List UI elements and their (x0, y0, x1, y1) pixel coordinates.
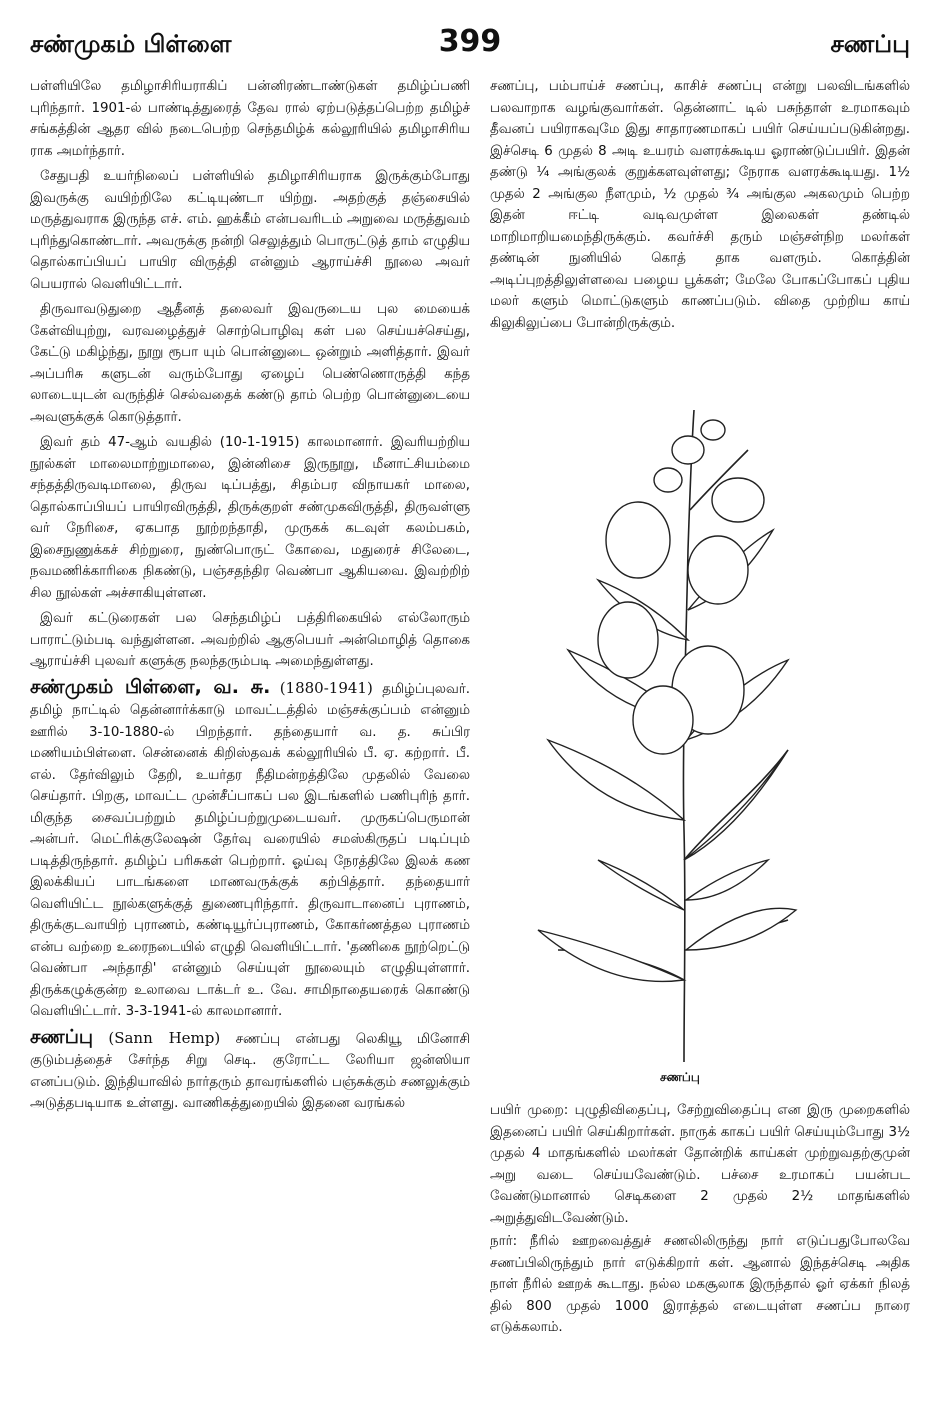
entry-body: தமிழ்ப்புலவர். தமிழ் நாட்டில் தென்னார்க்காடு மாவட்டத்தில் மஞ்சக்குப்பம் என்னும் ஊரில் 3-10-1880-ல் பிறந்தார். தந்தையார் வ. த. சுப்பிர மணியம்பிள்ளை. சென்னைக் கிறிஸ்தவக் கல்லூரியில் பீ. ஏ. கற்றார். பீ. எல். தேர்விலும் தேறி, உயர்தர நீதிமன்றத்திலே முதலில் வேலை செய்தார். பிறகு, மாவட்ட முன்சீப்பாகப் பல இடங்களில் பணிபுரிந் தார். மிகுந்த சைவப்பற்றும் தமிழ்ப்பற்றுமுடையவர். முருகப்பெருமான் அன்பர். மெட்ரிக்குலேஷன் தேர்வு வரையில் சமஸ்கிருதப் படிப்பும் படித்திருந்தார். தமிழ்ப் பரிசுகள் பெற்றார். ஓய்வு நேரத்திலே இலக் கண இலக்கியப் பாடங்களை மாணவருக்குக் கற்பித்தார். தந்தையார் வெளியிட்ட நூல்களுக்குத் துணைபுரிந்தார். திருவாடானைப் புராணம், திருக்குடவாயிற் புராணம், கண்டியூர்ப்புராணம், கோகர்ணத்தல புராணம் என்ப வற்றை உரைநடையில் எழுதி வெளியிட்டார். 'தணிகை நூற்றெட்டு வெண்பா அந்தாதி' என்னும் செய்யுள் நூலையும் எழுதியுள்ளார். திருக்கழுக்குன்ற உலாவை டாக்டர் உ. வே. சாமிநாதையரைக் கொண்டு வெளியிட்டார். 3-3-1941-ல் காலமானார். (30, 681, 470, 1019)
leaf (686, 908, 796, 950)
right-column-top (490, 76, 910, 338)
running-head-left: சண்முகம் பிள்ளை (30, 30, 232, 58)
entry-sannhemp (30, 1027, 470, 1115)
paragraph: சணப்பு, பம்பாய்ச் சணப்பு, காசிச் சணப்பு என்று பலவிடங்களில் பலவாறாக வழங்குவார்கள். தென்னாட் டில் பசுந்தாள் உரமாகவும் தீவனப் பயிராகவுமே இது சாதாரணமாகப் பயிர் செய்யப்படுகின்றது. இச்செடி 6 முதல் 8 அடி உயரம் வளரக்கூடிய ஓராண்டுப்பயிர். இதன் தண்டு ¼ அங்குலக் குறுக்களவுள்ளது; நேராக வளரக்கூடியது. 1½ முதல் 2 அங்குல நீளமும், ½ முதல் ¾ அங்குல அகலமும் பெற்ற இதன் ஈட்டி வடிவமுள்ள இலைகள் தண்டில் மாறிமாறியமைந்திருக்கும். கவர்ச்சி தரும் மஞ்சள்நிற மலர்கள் தண்டின் நுனியில் கொத் தாக வளரும். கொத்தின் அடிப்புறத்திலுள்ளவை பழைய பூக்கள்; மேலே போகப்போகப் புதிய மலர் களும் மொட்டுகளும் காணப்படும். விதை முற்றிய காய் கிலுகிலுப்பை போன்றிருக்கும். (490, 79, 910, 331)
entry-english-name: (Sann Hemp) (108, 1028, 221, 1047)
entry-headword: சணப்பு (30, 1025, 93, 1048)
running-head-right: சணப்பு (830, 30, 910, 58)
paragraph: பள்ளியிலே தமிழாசிரியராகிப் பன்னிரண்டாண்டுகள் தமிழ்ப்பணி புரிந்தார். 1901-ல் பாண்டித்துரைத் தேவ ரால் ஏற்படுத்தப்பெற்ற தமிழ்ச் சங்கத்தின் ஆதர வில் நடைபெற்ற செந்தமிழ்க் கல்லூரியில் தமிழாசிரிய ராக அமர்ந்தார். (30, 79, 470, 159)
paragraph: இவர் தம் 47-ஆம் வயதில் (10-1-1915) காலமானார். இவரியற்றிய நூல்கள் மாலைமாற்றுமாலை, இன்னிசை இருநூறு, மீனாட்சியம்மை சந்தத்திருவடிமாலை, திருவ டிப்பத்து, சிதம்பர விநாயகர் மாலை, தொல்காப்பியப் பாயிரவிருத்தி, திருக்குறள் சண்முகவிருத்தி, திருவள்ளு வர் நேரிசை, ஏகபாத நூற்றந்தாதி, முருகக் கடவுள் கலம்பகம், இசைநுணுக்கச் சிற்றுரை, நுண்பொருட் கோவை, மதுரைச் சிலேடை, நவமணிக்காரிகை நிகண்டு, பஞ்சதந்திர வெண்பா ஆகியவை. இவற்றிற் சில நூல்கள் அச்சாகியுள்ளன. (30, 435, 470, 601)
paragraph: சேதுபதி உயர்நிலைப் பள்ளியில் தமிழாசிரியராக இருக்கும்போது இவருக்கு வயிற்றிலே கட்டியுண்டா யிற்று. அதற்குத் தஞ்சையில் மருத்துவராக இருந்த எச். எம். ஹக்கீம் என்பவரிடம் அறுவை மருத்துவம் புரிந்துகொண்டார். அவருக்கு நன்றி செலுத்தும் பொருட்டுத் தாம் எழுதிய தொல்காப்பியப் பாயிர விருத்தி என்னும் ஆராய்ச்சி நூலை அவர் பெயரால் வெளியிட்டார். (30, 169, 470, 292)
page-header (30, 24, 910, 64)
entry-body: சணப்பு என்பது லெகியூ மினோசி குடும்பத்தைச் சேர்ந்த சிறு செடி. குரோட்ட லேரியா ஜன்ஸியா எனப்படும். இந்தியாவில் நார்தரும் தாவரங்களில் பஞ்சுக்கும் சணலுக்கும் அடுத்தபடியாக உள்ளது. வாணிகத்துறையில் இதனை வரங்கல் (30, 1031, 470, 1111)
leaf (538, 930, 684, 981)
flower-bud (701, 420, 725, 440)
paragraph: திருவாவடுதுறை ஆதீனத் தலைவர் இவருடைய புல மையைக் கேள்வியுற்று, வரவழைத்துச் சொற்பொழிவு கள் பல செய்யச்செய்து, கேட்டு மகிழ்ந்து, நூறு ரூபா யும் பொன்னுடை ஒன்றும் அளித்தார். இவர் அப்பரிசு களுடன் வரும்போது ஏழைப் பெண்ணொருத்தி கந்த லாடையுடன் வருந்திச் செல்வதைக் கண்டு தாம் பெற்ற பொன்னுடையை அவளுக்குக் கொடுத்தார். (30, 302, 470, 425)
left-column (30, 76, 470, 1119)
entry-shanmugam-pillai (30, 677, 470, 1023)
paragraph: பயிர் முறை: புழுதிவிதைப்பு, சேற்றுவிதைப்பு என இரு முறைகளில் இதனைப் பயிர் செய்கிறார்கள். நாருக் காகப் பயிர் செய்யும்போது 3½ முதல் 4 மாதங்களில் மலர்கள் தோன்றிக் காய்கள் முற்றுவதற்குமுன் அறு வடை செய்யவேண்டும். பச்சை உரமாகப் பயன்பட வேண்டுமானால் செடிகளை 2 முதல் 2½ மாதங்களில் அறுத்துவிடவேண்டும். (490, 1103, 910, 1226)
flower-bud (654, 468, 682, 492)
page-number: 399 (438, 24, 502, 59)
flower (606, 502, 670, 578)
figure-caption: சணப்பு (660, 1070, 700, 1084)
leaf (598, 860, 684, 910)
paragraph: இவர் கட்டுரைகள் பல செந்தமிழ்ப் பத்திரிகையில் எல்லோரும் பாராட்டும்படி வந்துள்ளன. அவற்றில் ஆகுபெயர் அன்மொழித் தொகை ஆராய்ச்சி புலவர் களுக்கு நலந்தரும்படி அமைந்துள்ளது. (30, 611, 470, 669)
flower (598, 602, 658, 678)
flower (712, 478, 764, 522)
entry-dates: (1880-1941) (279, 678, 373, 697)
flower-bud (672, 436, 704, 464)
right-column-bottom (490, 1100, 910, 1341)
leaf (686, 860, 768, 900)
entry-headword: சண்முகம் பிள்ளை, வ. சு. (30, 675, 271, 698)
sann-hemp-illustration (488, 390, 798, 1062)
paragraph: நார்: நீரில் ஊறவைத்துச் சணலிலிருந்து நார் எடுப்பதுபோலவே சணப்பிலிருந்தும் நார் எடுக்கிறார் கள். ஆனால் இந்தச்செடி அதிக நாள் நீரில் ஊறக் கூடாது. நல்ல மகசூலாக இருந்தால் ஓர் ஏக்கர் நிலத் தில் 800 முதல் 1000 இராத்தல் எடையுள்ள சணப்ப நாரை எடுக்கலாம். (490, 1234, 910, 1335)
flower (688, 536, 748, 604)
flower (633, 686, 693, 754)
